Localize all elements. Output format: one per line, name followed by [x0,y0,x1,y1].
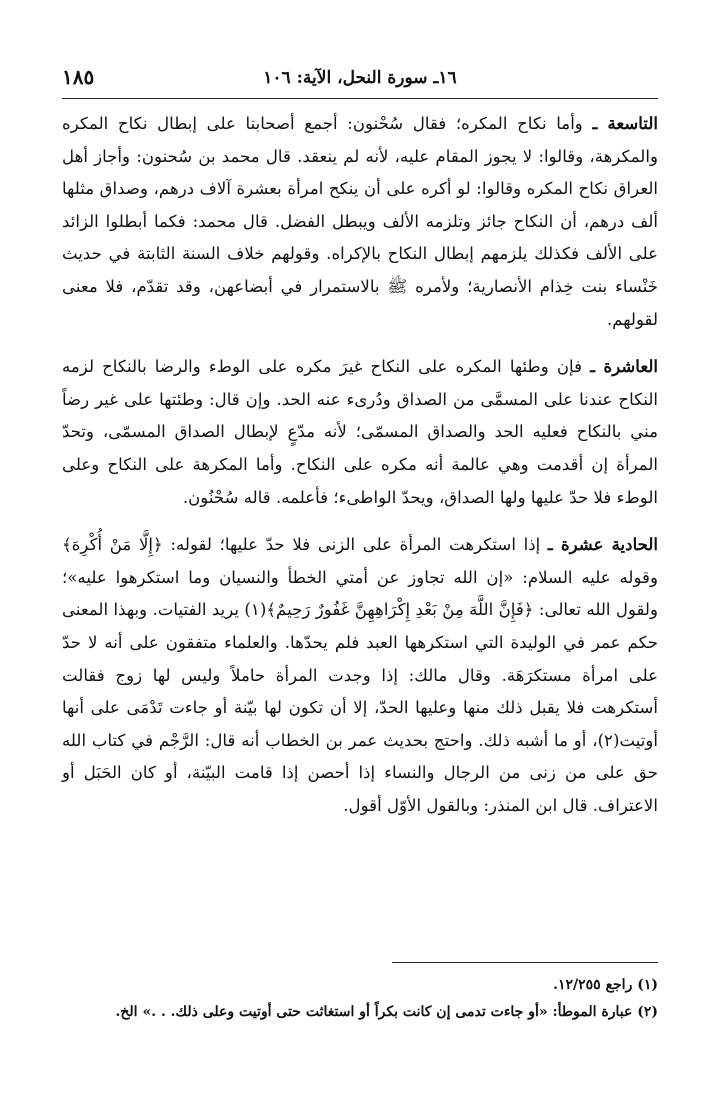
book-page [62,58,659,1020]
section-heading: التاسعة ـ [592,113,658,133]
paragraph-text: فإن وطئها المكره على النكاح غيرَ مكره على الوطء والرضا بالنكاح لزمه النكاح عندنا على المسمَّى من الصداق ودُرىء عنه الحد. وإن قال: وطئتها على غير رضاً مني بالنكاح فعليه الحد والصداق المسمّى؛ لأنه مدّعٍ لإبطال الصداق المسمّى، وتحدّ المرأة إن أقدمت وهي عالمة أنه مكره على النكاح. وأما المكرهة على النكاح وعلى الوطء فلا حدّ عليها ولها الصداق، ويحدّ الواطىء؛ فأعلمه. قاله سُحْنُون. [62,357,658,507]
page-number: ١٨٥ [62,65,95,89]
paragraph-text: إذا استكرهت المرأة على الزنى فلا حدّ عليها؛ لقوله: ﴿إِلَّا مَنْ أُكْرِهَ﴾ وقوله عليه السلام: «إن الله تجاوز عن أمتي الخطأ والنسيان وما استكرهوا عليه»؛ ولقول الله تعالى: ﴿فَإِنَّ اللَّهَ مِنْ بَعْدِ إِكْرَاهِهِنَّ غَفُورٌ رَحِيمٌ﴾(١) يريد الفتيات. وبهذا المعنى حكم عمر في الوليدة التي استكرهها العبد فلم يحدّها. والعلماء متفقون على أنه لا حدّ على امرأة مستكرَهَة. وقال مالك: إذا وجدت المرأة حاملاً وليس لها زوج فقالت أستكرهت فلا يقبل ذلك منها وعليها الحدّ، إلا أن تكون لها بيّنة أو جاءت تَدْمَى على أنها أوتيت(٢)، أو ما أشبه ذلك. واحتج بحديث عمر بن الخطاب أنه قال: الرَّجْم في كتاب الله حق على من زنى من الرجال والنساء إذا أحصن إذا قامت البيّنة، أو كان الحَبَل أو الاعتراف. قال ابن المنذر: وبالقول الأوّل أقول. [62,535,658,815]
paragraph-tenth [62,350,658,514]
running-title: ١٦ـ سورة النحل، الآية: ١٠٦ [263,68,457,88]
footnote-2: (٢) عبارة الموطأ: «أو جاءت تدمى إن كانت بكراً أو استغاثت حتى أوتيت وعلى ذلك. . .» الخ. [115,1004,658,1020]
section-heading: الحادية عشرة ـ [547,534,659,555]
footnote-divider [392,962,658,963]
paragraph-text: وأما نكاح المكره؛ فقال سُحْنون: أجمع أصحابنا على إبطال نكاح المكره والمكرهة، وقالوا: لا يجوز المقام عليه، لأنه لم ينعقد. قال محمد بن سُحنون: وأجاز أهل العراق نكاح المكره وقالوا: لو أكره على أن ينكح امرأة بعشرة آلاف درهم، وصداق مثلها ألف درهم، أن النكاح جائز وتلزمه الألف ويبطل الفضل. قال محمد: فكما أبطلوا الزائد على الألف فكذلك يلزمهم إبطال النكاح بالإكراه. وقولهم خلاف السنة الثابتة في حديث خَنْساء بنت خِذام الأنصارية؛ ولأمره ﷺ بالاستمرار في أبضاعهن، وقد تقدّم، فلا معنى لقولهم. [62,114,658,329]
main-text [62,107,658,822]
footnotes [62,972,658,1026]
footnote-1: (١) راجع ١٢/٢٥٥. [553,977,658,993]
paragraph-eleventh [62,528,658,822]
page-header [62,58,658,99]
paragraph-ninth [62,107,658,336]
section-heading: العاشرة ـ [590,356,658,377]
